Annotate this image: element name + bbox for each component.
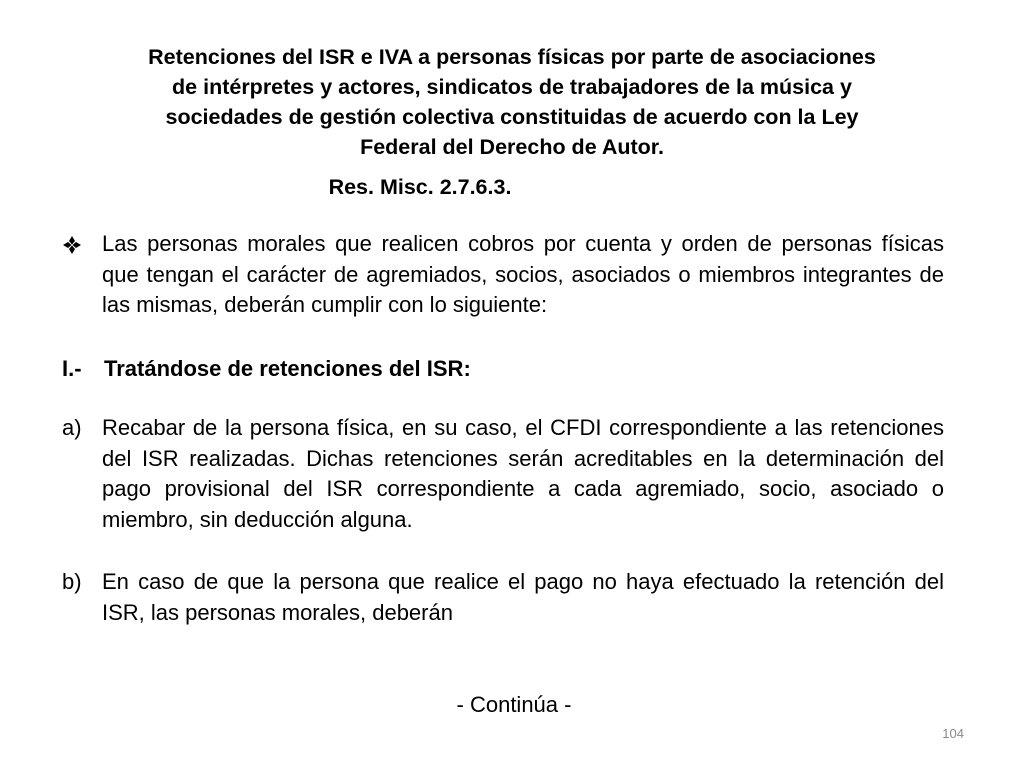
list-item-text: En caso de que la persona que realice el pago no haya efectuado la retención del ISR, las personas morales, deberán (102, 569, 944, 625)
list-item-label: a) (62, 415, 82, 440)
section-title: Tratándose de retenciones del ISR: (104, 356, 471, 381)
list-item-label: b) (62, 569, 82, 594)
title-line: Retenciones del ISR e IVA a personas físicas por parte de asociaciones (148, 45, 876, 69)
diamond-bullet-icon (62, 235, 82, 255)
section-number: I.- (62, 356, 82, 381)
bullet-paragraph (62, 229, 944, 321)
bullet-text: Las personas morales que realicen cobros por cuenta y orden de personas físicas que tengan el carácter de agremiados, socios, asociados o miembros integrantes de las mismas, deberán cumplir con lo siguiente: (102, 231, 944, 317)
continues-label: - Continúa - (456, 692, 572, 717)
title-line: de intérpretes y actores, sindicatos de trabajadores de la música y (172, 75, 852, 99)
section-heading (62, 354, 471, 384)
title-line: sociedades de gestión colectiva constituidas de acuerdo con la Ley (165, 105, 859, 129)
title-line: Federal del Derecho de Autor. (360, 135, 664, 159)
list-item-text: Recabar de la persona física, en su caso, el CFDI correspondiente a las retenciones del ISR realizadas. Dichas retenciones serán acreditables en la determinación del pago provisional del ISR correspondiente a cada agremiado, socio, asociado o miembro, sin deducción alguna. (102, 415, 944, 532)
resolution-reference: Res. Misc. 2.7.6.3. (328, 175, 512, 199)
slide-title (60, 42, 964, 162)
list-item (62, 567, 944, 628)
list-item (62, 413, 944, 535)
page-number: 104 (942, 726, 964, 741)
